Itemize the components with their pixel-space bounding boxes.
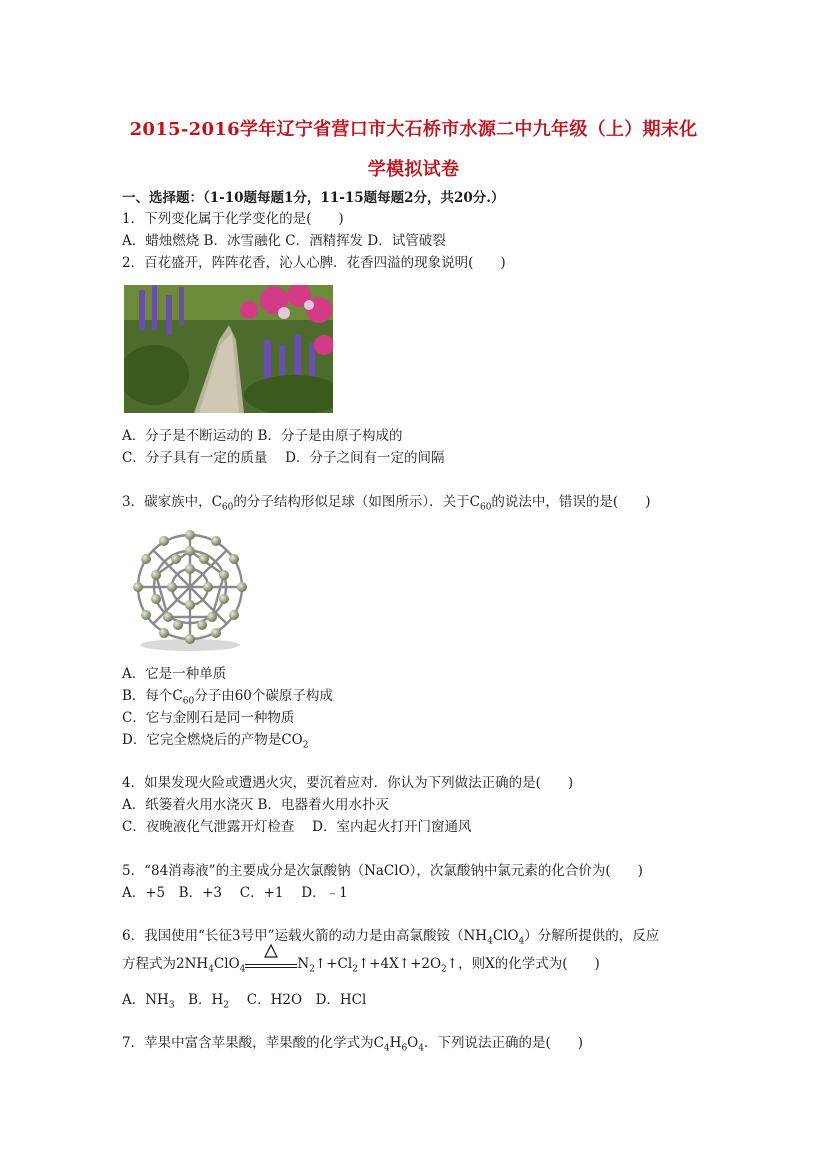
q3-option-c: C．它与金刚石是同一种物质: [122, 710, 295, 726]
q1-stem: 1．下列变化属于化学变化的是( ): [122, 211, 344, 227]
q5-options: A．+5 B．+3 C．+1 D．﹣1: [122, 885, 348, 901]
q3-stem: 3．碳家族中，$C_{60}$的分子结构形似足球（如图所示）．关于$C_{60}$的说法中，错误的是( ): [122, 494, 651, 513]
q6-options: A．$NH_3$ B．$H_2$ C．H2O D．HCl: [122, 992, 367, 1011]
section-heading: 一、选择题：（1-10题每题1分，11-15题每题2分，共20分.）: [122, 190, 505, 206]
c60-molecule-image: [124, 527, 257, 652]
q4-options-line1: A．纸篓着火用水浇灭 B．电器着火用水扑灭: [122, 797, 389, 813]
heat-arrow-icon: [245, 956, 297, 974]
q3-option-d: D．它完全燃烧后的产物是$CO_2$: [122, 732, 309, 751]
q6-equation: 方程式为$2NH_4ClO_4$ $N_2↑+Cl_2↑+4X↑+2O_2↑$，则X的化学式为( ): [122, 955, 600, 979]
q4-stem: 4．如果发现火险或遭遇火灾，要沉着应对．你认为下列做法正确的是( ): [122, 775, 574, 791]
q3-option-b: B．每个$C_{60}$分子由60个碳原子构成: [122, 688, 333, 707]
exam-title-line1: 2015-2016学年辽宁省营口市大石桥市水源二中九年级（上）期末化: [129, 119, 698, 140]
q1-options: A．蜡烛燃烧 B．冰雪融化 C．酒精挥发 D．试管破裂: [122, 233, 446, 249]
q2-stem: 2．百花盛开，阵阵花香，沁人心脾．花香四溢的现象说明( ): [122, 255, 506, 271]
q2-options-line2: C．分子具有一定的质量 D．分子之间有一定的间隔: [122, 450, 445, 466]
flower-garden-photo: [124, 285, 333, 413]
q2-options-line1: A．分子是不断运动的 B．分子是由原子构成的: [122, 428, 403, 444]
q5-stem: 5．“84消毒液”的主要成分是次氯酸钠（NaClO），次氯酸钠中氯元素的化合价为( ): [122, 863, 643, 879]
q6-stem: 6．我国使用“长征3号甲”运载火箭的动力是由高氯酸铵$(NH_4ClO_4)$分解所提供的，反应: [122, 928, 660, 947]
q7-stem: 7．苹果中富含苹果酸，苹果酸的化学式为$C_4H_6O_4$．下列说法正确的是( ): [122, 1035, 584, 1054]
q4-options-line2: C．夜晚液化气泄露开灯检查 D．室内起火打开门窗通风: [122, 819, 472, 835]
exam-title-line2: 学模拟试卷: [367, 159, 460, 180]
q3-option-a: A．它是一种单质: [122, 666, 227, 682]
